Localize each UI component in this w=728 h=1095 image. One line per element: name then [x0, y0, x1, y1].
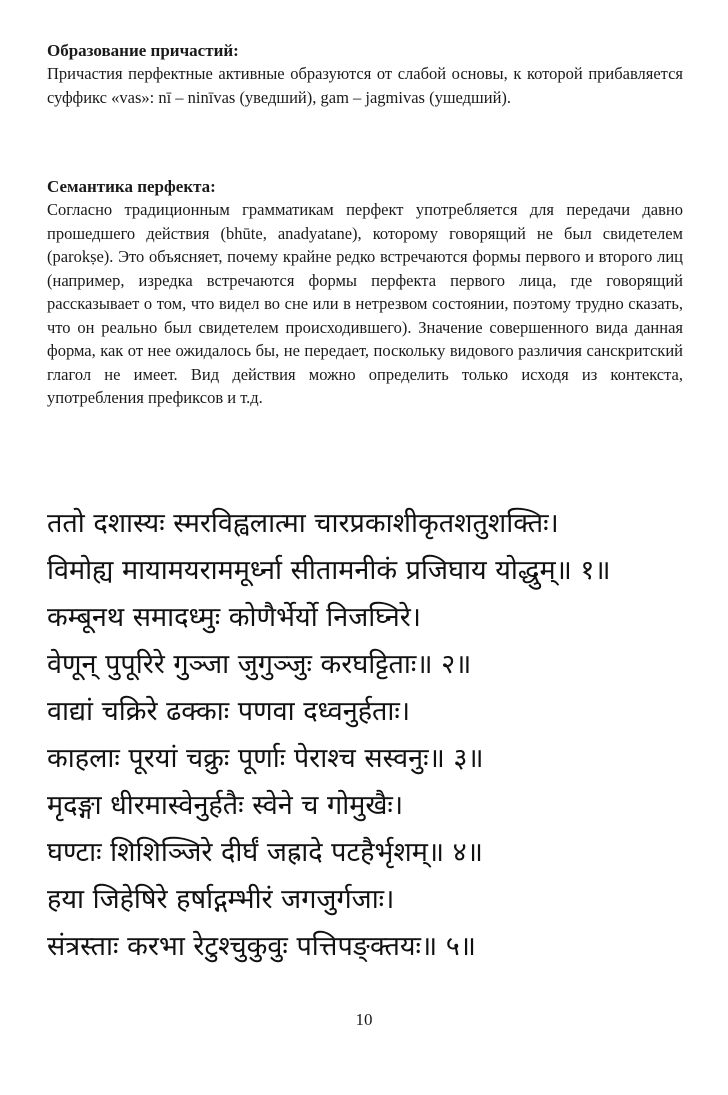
perfect-semantics-section — [47, 176, 683, 410]
section-heading: Образование причастий: — [47, 41, 239, 60]
verse-line: घण्टाः शिशिञ्जिरे दीर्घं जह्रादे पटहैर्भृशम्॥ ४॥ — [47, 837, 483, 868]
verse-line: संत्रस्ताः करभा रेटुश्चुकुवुः पत्तिपङ्क्तयः॥ ५॥ — [47, 931, 476, 962]
verse-line: वाद्यां चक्रिरे ढक्काः पणवा दध्वनुर्हताः। — [47, 696, 411, 727]
section-paragraph: Согласно традиционным грамматикам перфект употребляется для передачи давно прошедшего действия (bhūte, anadyatane), которому говорящий не был свидетелем (parokṣe). Это объясняет, почему крайне редко встречаются формы первого и второго лиц (например, изредка встречаются формы перфекта первого лица, где говорящий рассказывает о том, что видел во сне или в нетрезвом состоянии, поэтому трудно сказать, что он реально был свидетелем происходившего). Значение совершенного вида данная форма, как от нее ожидалось бы, не передает, поскольку видового различия санскритский глагол не имеет. Вид действия можно определить только исходя из контекста, употребления префиксов и т.д. — [47, 200, 683, 407]
verse-line: ततो दशास्यः स्मरविह्वलात्मा चारप्रकाशीकृतशतुशक्तिः। — [47, 508, 559, 539]
verse-line: वेणून् पुपूरिरे गुञ्जा जुगुञ्जुः करघट्टिताः॥ २॥ — [47, 649, 472, 680]
participles-section — [47, 40, 683, 109]
section-paragraph: Причастия перфектные активные образуются от слабой основы, к которой прибавляется суффикс «vas»: nī – ninīvas (уведший), gam – jagmivas (ушедший). — [47, 64, 683, 107]
verse-line: विमोह्य मायामयराममूर्ध्ना सीतामनीकं प्रजिघाय योद्धुम्॥ १॥ — [47, 555, 611, 586]
verse-line: हया जिहेषिरे हर्षाद्गम्भीरं जगजुर्गजाः। — [47, 884, 395, 915]
verse-line: काहलाः पूरयां चक्रुः पूर्णाः पेराश्च सस्वनुः॥ ३॥ — [47, 743, 484, 774]
verse-line: कम्बूनथ समादध्मुः कोणैर्भेर्यो निजघ्निरे। — [47, 602, 422, 633]
section-heading: Семантика перфекта: — [47, 177, 216, 196]
sanskrit-verses — [47, 500, 707, 970]
page-number: 10 — [355, 1010, 373, 1029]
verse-line: मृदङ्गा धीरमास्वेनुर्हतैः स्वेने च गोमुखैः। — [47, 790, 404, 821]
